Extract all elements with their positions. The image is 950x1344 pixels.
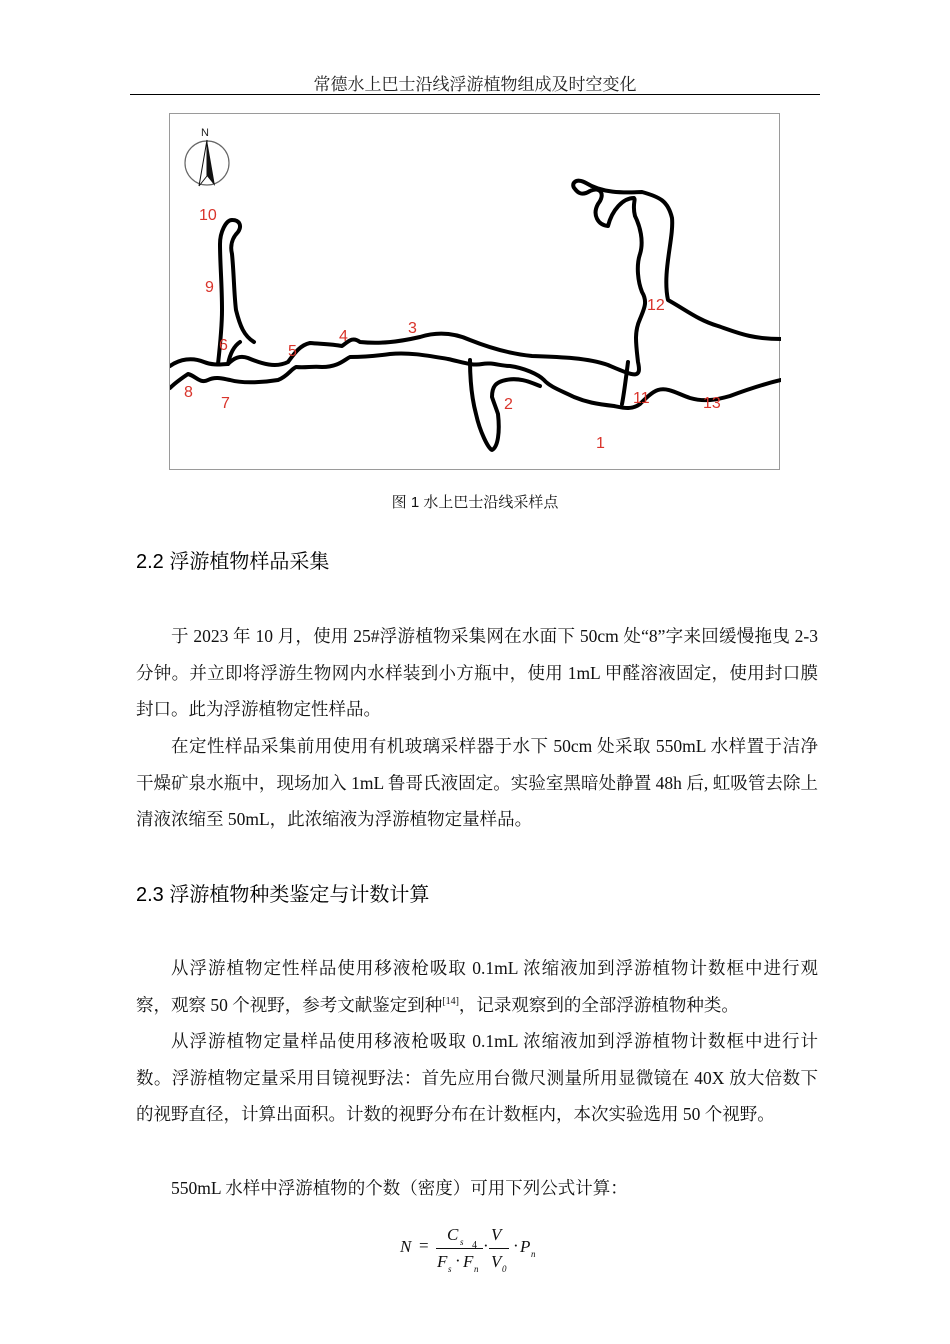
- site-label-8: 8: [184, 384, 193, 401]
- site-label-3: 3: [408, 320, 417, 337]
- site-label-11: 11: [633, 390, 650, 407]
- formula-dot: ·: [483, 1236, 489, 1255]
- figure-caption: 图 1 水上巴士沿线采样点: [391, 494, 559, 511]
- formula-den1a-sub: s: [448, 1264, 452, 1274]
- formula-num2: V: [491, 1225, 502, 1244]
- north-arrow-icon: [185, 127, 229, 186]
- citation-ref: [14]: [442, 995, 459, 1007]
- formula-den2-sub: 0: [502, 1264, 507, 1274]
- site-label-5: 5: [288, 343, 297, 360]
- north-label: N: [201, 127, 209, 139]
- formula-den1b-sub: n: [474, 1264, 479, 1274]
- river-map-svg: [170, 114, 781, 471]
- site-label-12: 12: [647, 297, 665, 314]
- fraction-bar: [489, 1248, 509, 1249]
- formula-lhs: N: [400, 1237, 412, 1256]
- formula-den1b: F: [463, 1252, 474, 1271]
- site-label-4: 4: [339, 328, 348, 345]
- formula-last: P: [520, 1237, 531, 1256]
- section-heading-2-3: 2.3 浮游植物种类鉴定与计数计算: [136, 884, 430, 906]
- fraction-bar: [436, 1248, 483, 1249]
- paragraph-text: 从浮游植物定性样品使用移液枪吸取 0.1mL 浓缩液加到浮游植物计数框中进行观察，观察 50 个视野，参考文献鉴定到种: [136, 958, 818, 1015]
- river-outline: [170, 181, 781, 450]
- formula-den2: V: [491, 1252, 502, 1271]
- section-heading-2-2: 2.2 浮游植物样品采集: [136, 551, 330, 573]
- paragraph: 从浮游植物定量样品使用移液枪吸取 0.1mL 浓缩液加到浮游植物计数框中进行计数。浮游植物定量采用目镜视野法：首先应用台微尺测量所用显微镜在 40X 放大倍数下的视野直径，计算出面积。计数的视野分布在计数框内，本次实验选用 50 个视野。: [136, 1031, 818, 1124]
- paragraph: 于 2023 年 10 月，使用 25#浮游植物采集网在水面下 50cm 处“8”字来回缓慢拖曳 2-3 分钟。并立即将浮游生物网内水样装到小方瓶中，使用 1mL 甲醛溶液固定，使用封口膜封口。此为浮游植物定性样品。: [136, 626, 818, 719]
- sampling-map: [169, 113, 780, 470]
- paragraph: 在定性样品采集前用使用有机玻璃采样器于水下 50cm 处采取 550mL 水样置于洁净干燥矿泉水瓶中，现场加入 1mL 鲁哥氏液固定。实验室黑暗处静置 48h 后, 虹吸管去除上清液浓缩至 50mL，此浓缩液为浮游植物定量样品。: [136, 736, 818, 829]
- formula-num1: C: [447, 1225, 459, 1244]
- header-rule: [130, 94, 820, 95]
- site-label-9: 9: [205, 279, 214, 296]
- site-label-6: 6: [219, 337, 228, 354]
- paragraph: 550mL 水样中浮游植物的个数（密度）可用下列公式计算：: [171, 1178, 628, 1198]
- formula-den1a: F: [437, 1252, 448, 1271]
- formula-stray: 4: [472, 1240, 477, 1251]
- site-label-1: 1: [596, 435, 605, 452]
- formula-num1-sub: s: [460, 1237, 464, 1247]
- site-label-7: 7: [221, 395, 230, 412]
- paragraph: [136, 950, 818, 1023]
- density-formula: [400, 1222, 560, 1282]
- site-label-10: 10: [199, 207, 217, 224]
- formula-last-sub: n: [531, 1249, 536, 1259]
- formula-equals: =: [419, 1236, 429, 1255]
- site-label-2: 2: [504, 396, 513, 413]
- running-header: 常德水上巴士沿线浮游植物组成及时空变化: [313, 75, 637, 94]
- formula-dot: ·: [455, 1251, 461, 1270]
- site-label-13: 13: [703, 395, 721, 412]
- formula-dot: ·: [513, 1236, 519, 1255]
- paragraph-text: ，记录观察到的全部浮游植物种类。: [458, 994, 739, 1015]
